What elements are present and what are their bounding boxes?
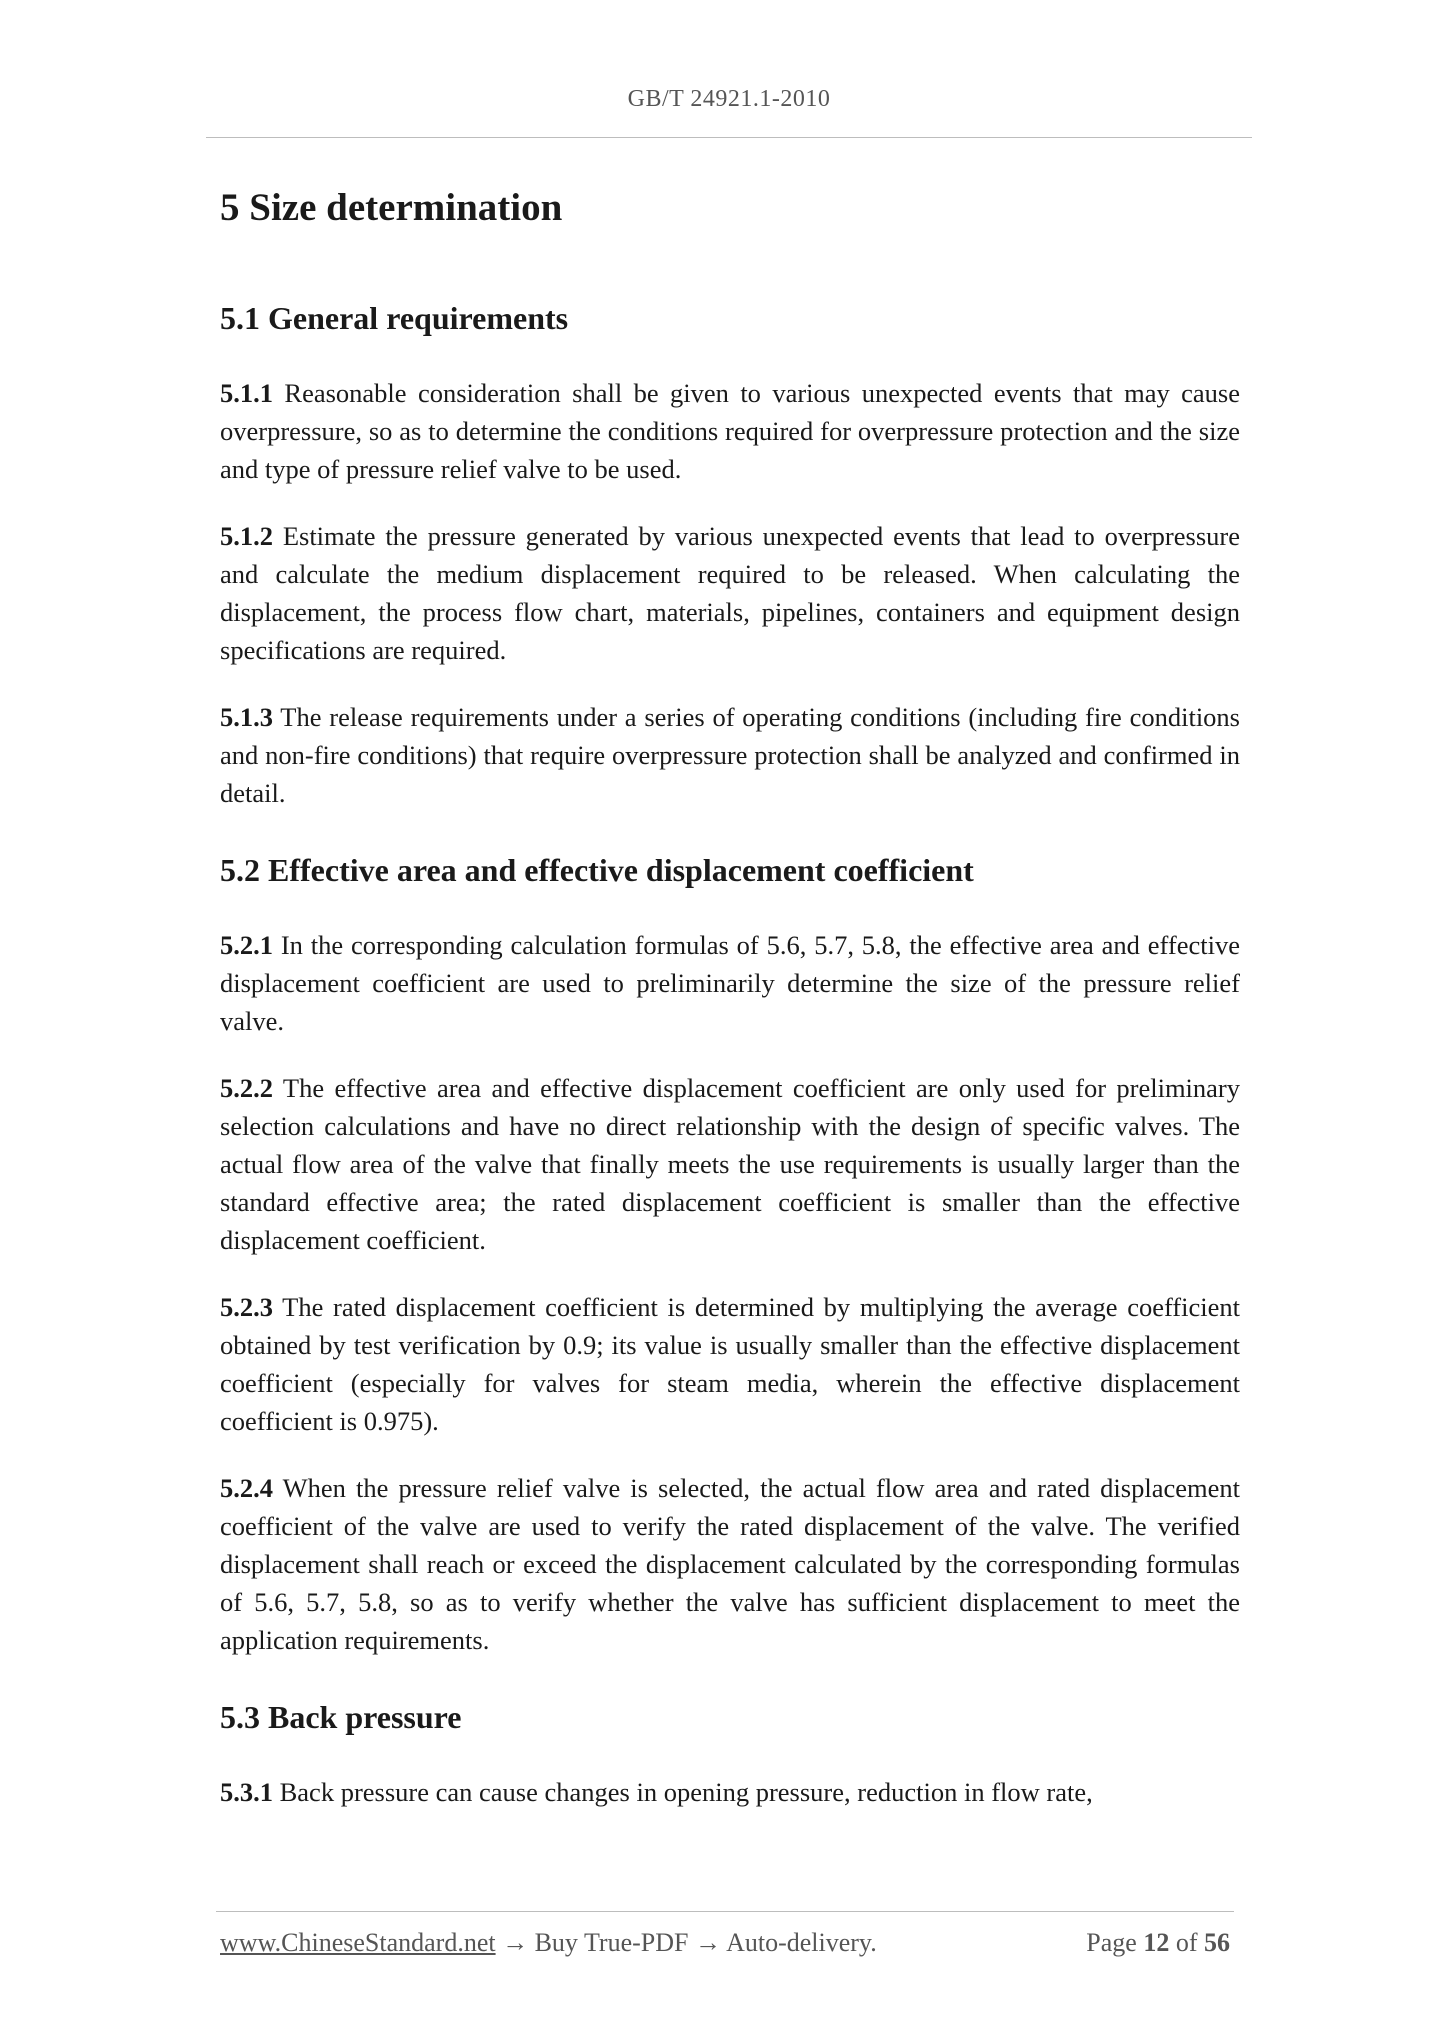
- footer-promo: [220, 1928, 877, 1958]
- total-pages: 56: [1204, 1928, 1230, 1957]
- clause-text: The effective area and effective displacement coefficient are only used for preliminary selection calculations and have no direct relationship with the design of specific valves. The actual flow area of the valve that finally meets the use requirements is usually larger than the standard effective area; the rated displacement coefficient is smaller than the effective displacement coefficient.: [220, 1073, 1240, 1255]
- clause-text: The release requirements under a series of operating conditions (including fire conditions and non-fire conditions) that require overpressure protection shall be analyzed and confirmed in detail.: [220, 702, 1240, 808]
- auto-delivery-text: Auto-delivery.: [726, 1928, 877, 1957]
- header-divider: [206, 137, 1252, 138]
- buy-true-pdf-text: Buy True-PDF: [534, 1928, 689, 1957]
- page-number: [1086, 1928, 1230, 1958]
- website-link[interactable]: www.ChineseStandard.net: [220, 1928, 496, 1957]
- clause-number: 5.3.1: [220, 1777, 273, 1807]
- section-5-1: [220, 296, 1240, 812]
- clause-paragraph: [220, 926, 1240, 1040]
- clause-text: The rated displacement coefficient is determined by multiplying the average coefficient obtained by test verification by 0.9; its value is usually smaller than the effective displacement coefficient (especially for valves for steam media, wherein the effective displacement coefficient is 0.975).: [220, 1292, 1240, 1436]
- clause-number: 5.2.1: [220, 930, 273, 960]
- clause-text: When the pressure relief valve is selected, the actual flow area and rated displacement coefficient of the valve are used to verify the rated displacement of the valve. The verified displacement shall reach or exceed the displacement calculated by the corresponding formulas of 5.6, 5.7, 5.8, so as to verify whether the valve has sufficient displacement to meet the application requirements.: [220, 1473, 1240, 1655]
- clause-text: Reasonable consideration shall be given to various unexpected events that may cause overpressure, so as to determine the conditions required for overpressure protection and the size and type of pressure relief valve to be used.: [220, 378, 1240, 484]
- page-content: [220, 180, 1240, 1840]
- section-heading: 5.3 Back pressure: [220, 1699, 462, 1735]
- chapter-title: 5 Size determination: [220, 186, 563, 229]
- clause-paragraph: [220, 517, 1240, 669]
- clause-number: 5.2.4: [220, 1473, 273, 1503]
- page-label: Page: [1086, 1928, 1137, 1957]
- clause-paragraph: [220, 1469, 1240, 1659]
- clause-number: 5.2.3: [220, 1292, 273, 1322]
- clause-paragraph: [220, 1773, 1240, 1811]
- section-heading: 5.1 General requirements: [220, 300, 569, 336]
- section-5-3: [220, 1695, 1240, 1811]
- clause-text: In the corresponding calculation formulas of 5.6, 5.7, 5.8, the effective area and effective displacement coefficient are used to preliminarily determine the size of the pressure relief valve.: [220, 930, 1240, 1036]
- document-header-id: GB/T 24921.1-2010: [627, 86, 831, 112]
- clause-paragraph: [220, 1288, 1240, 1440]
- of-label: of: [1175, 1928, 1198, 1957]
- clause-text: Back pressure can cause changes in opening pressure, reduction in flow rate,: [273, 1777, 1093, 1807]
- section-heading: 5.2 Effective area and effective displacement coefficient: [220, 852, 974, 888]
- clause-number: 5.1.2: [220, 521, 273, 551]
- current-page: 12: [1143, 1928, 1170, 1957]
- clause-text: Estimate the pressure generated by various unexpected events that lead to overpressure and calculate the medium displacement required to be released. When calculating the displacement, the process flow chart, materials, pipelines, containers and equipment design specifications are required.: [220, 521, 1240, 665]
- clause-paragraph: [220, 698, 1240, 812]
- clause-number: 5.1.1: [220, 378, 273, 408]
- clause-number: 5.2.2: [220, 1073, 273, 1103]
- footer-divider: [216, 1911, 1234, 1912]
- clause-number: 5.1.3: [220, 702, 273, 732]
- arrow-right-icon: →: [695, 1928, 721, 1957]
- section-5-2: [220, 848, 1240, 1659]
- clause-paragraph: [220, 374, 1240, 488]
- arrow-right-icon: →: [502, 1928, 529, 1957]
- clause-paragraph: [220, 1069, 1240, 1259]
